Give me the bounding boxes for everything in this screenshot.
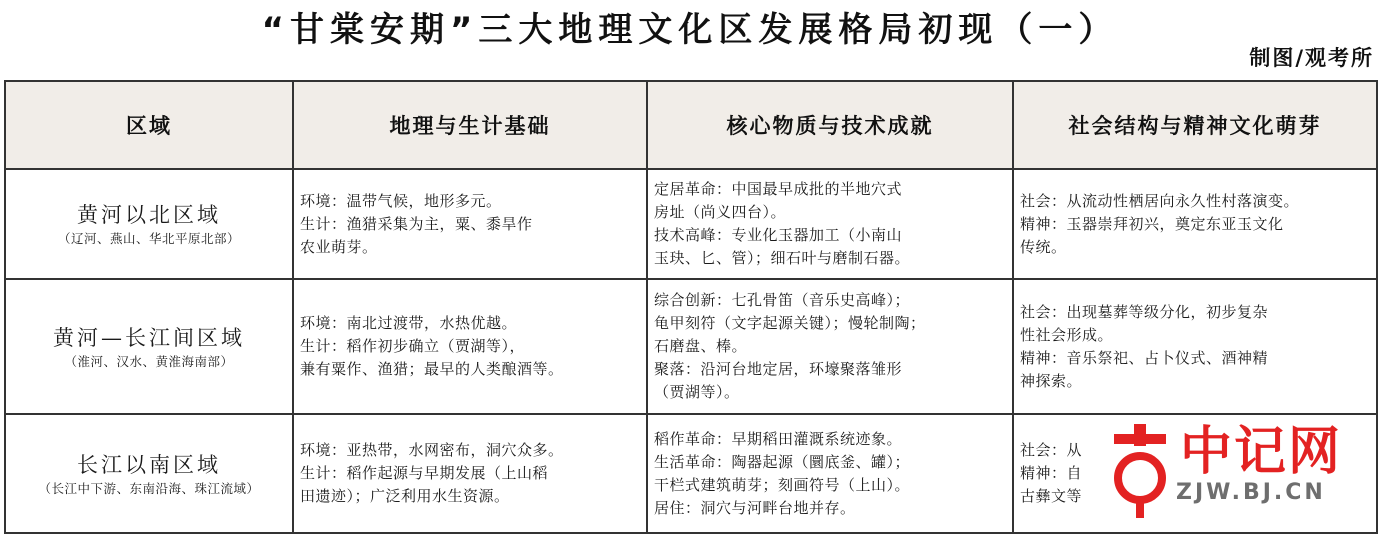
cell-line: 房址（尚义四台）。 xyxy=(654,203,787,221)
watermark-url: ZJW.BJ.CN xyxy=(1176,480,1326,505)
table-row xyxy=(5,279,1377,414)
society-cell xyxy=(1013,414,1377,533)
cell-line: 稻作革命：早期稻田灌溉系统迹象。 xyxy=(654,429,903,448)
region-name: 黄河—长江间区域 xyxy=(53,325,245,350)
cell-line: 社会：从 xyxy=(1020,441,1083,459)
region-subtitle: （辽河、燕山、华北平原北部） xyxy=(57,231,240,246)
page-title: “甘棠安期”三大地理文化区发展格局初现（一） xyxy=(261,10,1119,50)
cell-line: （贾湖等）。 xyxy=(654,383,740,401)
cell-line: 神探索。 xyxy=(1020,371,1083,390)
region-cell xyxy=(5,169,293,279)
geography-cell xyxy=(293,279,647,414)
cell-line: 聚落：沿河台地定居，环壕聚落雏形 xyxy=(654,360,903,378)
cell-line: 田遗迹）；广泛利用水生资源。 xyxy=(300,487,510,505)
cell-line: 精神：音乐祭祀、占卜仪式、酒神精 xyxy=(1020,348,1269,367)
cell-line: 性社会形成。 xyxy=(1020,325,1114,344)
cell-line: 社会：从流动性栖居向永久性村落演变。 xyxy=(1020,191,1300,210)
cell-line: 定居革命：中国最早成批的半地穴式 xyxy=(654,180,903,198)
cell-line: 石磨盘、棒。 xyxy=(654,337,748,355)
table-row xyxy=(5,414,1377,533)
region-cell xyxy=(5,414,293,533)
column-header-society: 社会结构与精神文化萌芽 xyxy=(1013,81,1377,169)
cell-line: 农业萌芽。 xyxy=(300,237,378,256)
region-name: 黄河以北区域 xyxy=(77,203,221,227)
cell-line: 生活革命：陶器起源（圜底釜、罐）； xyxy=(654,452,911,471)
cell-line: 生计：渔猎采集为主，粟、黍旱作 xyxy=(300,214,533,233)
credit-label: 制图/观考所 xyxy=(1249,46,1374,70)
table-header-row xyxy=(5,81,1377,169)
cell-line: 精神：玉器崇拜初兴，奠定东亚玉文化 xyxy=(1020,214,1284,233)
cell-line: 环境：亚热带，水网密布，洞穴众多。 xyxy=(300,441,564,459)
cell-line: 兼有粟作、渔猎；最早的人类酿酒等。 xyxy=(300,360,564,378)
cell-line: 传统。 xyxy=(1020,237,1067,256)
cell-line: 环境：温带气候，地形多元。 xyxy=(300,191,502,210)
technology-cell xyxy=(647,414,1013,533)
cell-line: 古彝文等 xyxy=(1020,487,1083,505)
culture-region-table xyxy=(4,80,1378,534)
column-header-technology: 核心物质与技术成就 xyxy=(647,81,1013,169)
cell-line: 生计：稻作初步确立（贾湖等）， xyxy=(300,337,526,355)
technology-cell xyxy=(647,279,1013,414)
cell-line: 精神：自 xyxy=(1020,464,1083,482)
geography-cell xyxy=(293,169,647,279)
region-subtitle: （淮河、汉水、黄淮海南部） xyxy=(64,353,234,369)
society-cell xyxy=(1013,169,1377,279)
technology-cell xyxy=(647,169,1013,279)
geography-cell xyxy=(293,414,647,533)
cell-line: 玉玦、匕、管）；细石叶与磨制石器。 xyxy=(654,249,911,267)
column-header-region: 区域 xyxy=(5,81,293,169)
watermark-text: 中记网 xyxy=(1180,422,1343,482)
cell-line: 社会：出现墓葬等级分化，初步复杂 xyxy=(1020,302,1269,321)
cell-line: 环境：南北过渡带，水热优越。 xyxy=(300,314,518,332)
cell-line: 干栏式建筑萌芽；刻画符号（上山）。 xyxy=(654,475,911,494)
region-name: 长江以南区域 xyxy=(77,452,221,477)
region-cell xyxy=(5,279,293,414)
cell-line: 生计：稻作起源与早期发展（上山稻 xyxy=(300,464,549,482)
table-row xyxy=(5,169,1377,279)
cell-line: 技术高峰：专业化玉器加工（小南山 xyxy=(654,226,903,244)
region-subtitle: （长江中下游、东南沿海、珠江流域） xyxy=(38,480,260,496)
cell-line: 居住：洞穴与河畔台地并存。 xyxy=(654,498,856,517)
cell-line: 综合创新：七孔骨笛（音乐史高峰）； xyxy=(654,291,911,309)
cell-line: 龟甲刻符（文字起源关键）；慢轮制陶； xyxy=(654,314,926,332)
column-header-geography: 地理与生计基础 xyxy=(293,81,647,169)
society-cell xyxy=(1013,279,1377,414)
